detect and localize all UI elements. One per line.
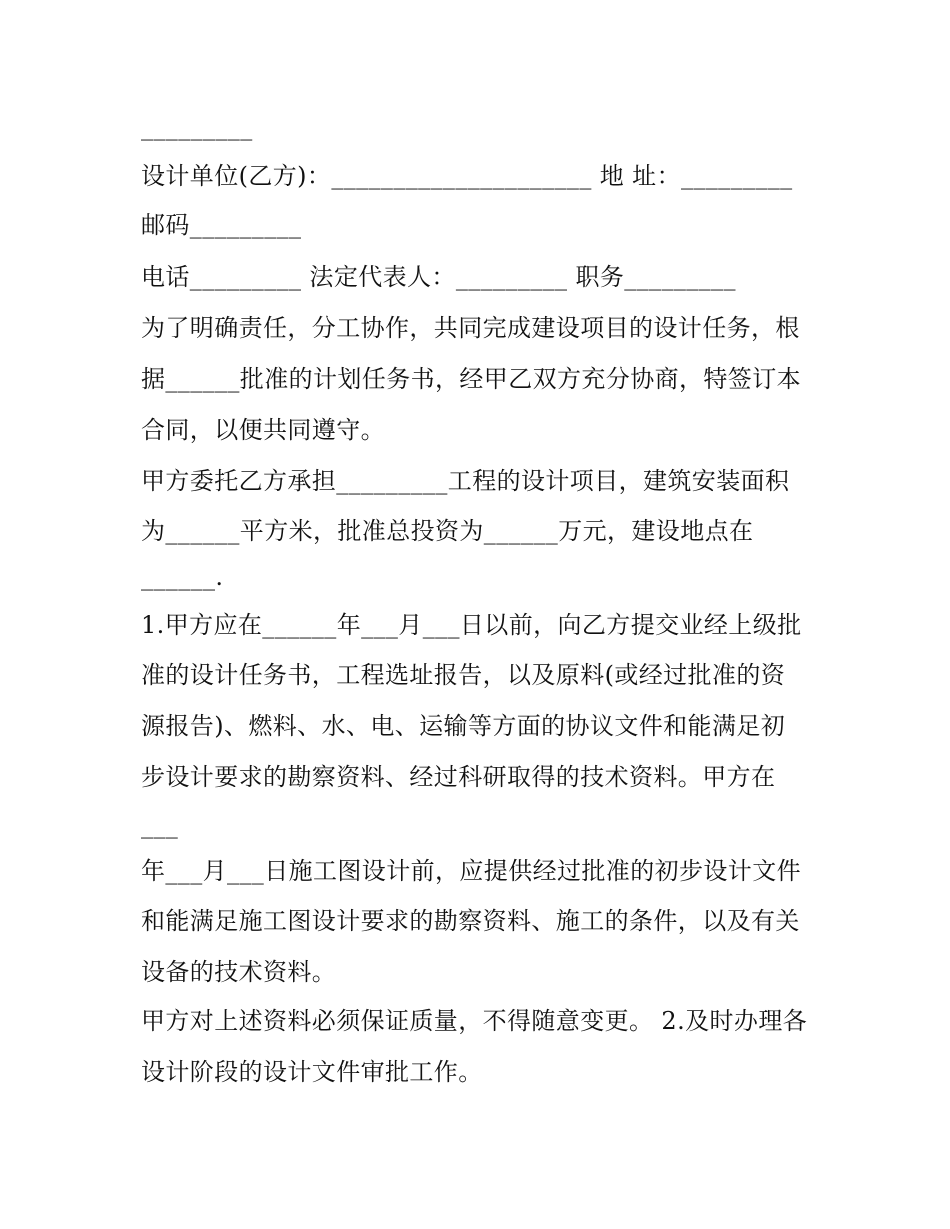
clause-line: ___ xyxy=(141,811,179,839)
clause-line: 步设计要求的勘察资料、经过科研取得的技术资料。甲方在 xyxy=(141,763,776,791)
clause-line: 甲方对上述资料必须保证质量，不得随意变更。 2.及时办理各 xyxy=(141,1007,808,1035)
clause-line: 1.甲方应在______年___月___日以前，向乙方提交业经上级批 xyxy=(141,611,802,639)
paragraph-line: 为了明确责任，分工协作，共同完成建设项目的设计任务，根 xyxy=(141,314,800,342)
paragraph-line: 据______批准的计划任务书，经甲乙双方充分协商，特签订本 xyxy=(141,365,801,393)
designer-party-b-line: 设计单位(乙方)：_____________________ 地 址：_________ xyxy=(141,162,793,190)
blank-line: _________ xyxy=(141,113,253,141)
paragraph-line: ______. xyxy=(141,563,224,591)
paragraph-line: 甲方委托乙方承担_________工程的设计项目，建筑安装面积 xyxy=(141,467,790,495)
paragraph-line: 为______平方米，批准总投资为______万元，建设地点在 xyxy=(141,517,754,545)
clause-line: 设计阶段的设计文件审批工作。 xyxy=(141,1058,483,1086)
clause-line: 和能满足施工图设计要求的勘察资料、施工的条件，以及有关 xyxy=(141,907,800,935)
clause-line: 年___月___日施工图设计前，应提供经过批准的初步设计文件 xyxy=(141,857,801,885)
phone-representative-line: 电话_________ 法定代表人：_________ 职务_________ xyxy=(141,263,736,291)
clause-line: 源报告)、燃料、水、电、运输等方面的协议文件和能满足初 xyxy=(141,712,786,740)
postcode-line: 邮码_________ xyxy=(141,211,302,239)
clause-line: 准的设计任务书，工程选址报告，以及原料(或经过批准的资 xyxy=(141,661,786,689)
paragraph-line: 合同，以便共同遵守。 xyxy=(141,416,385,444)
clause-line: 设备的技术资料。 xyxy=(141,958,337,986)
